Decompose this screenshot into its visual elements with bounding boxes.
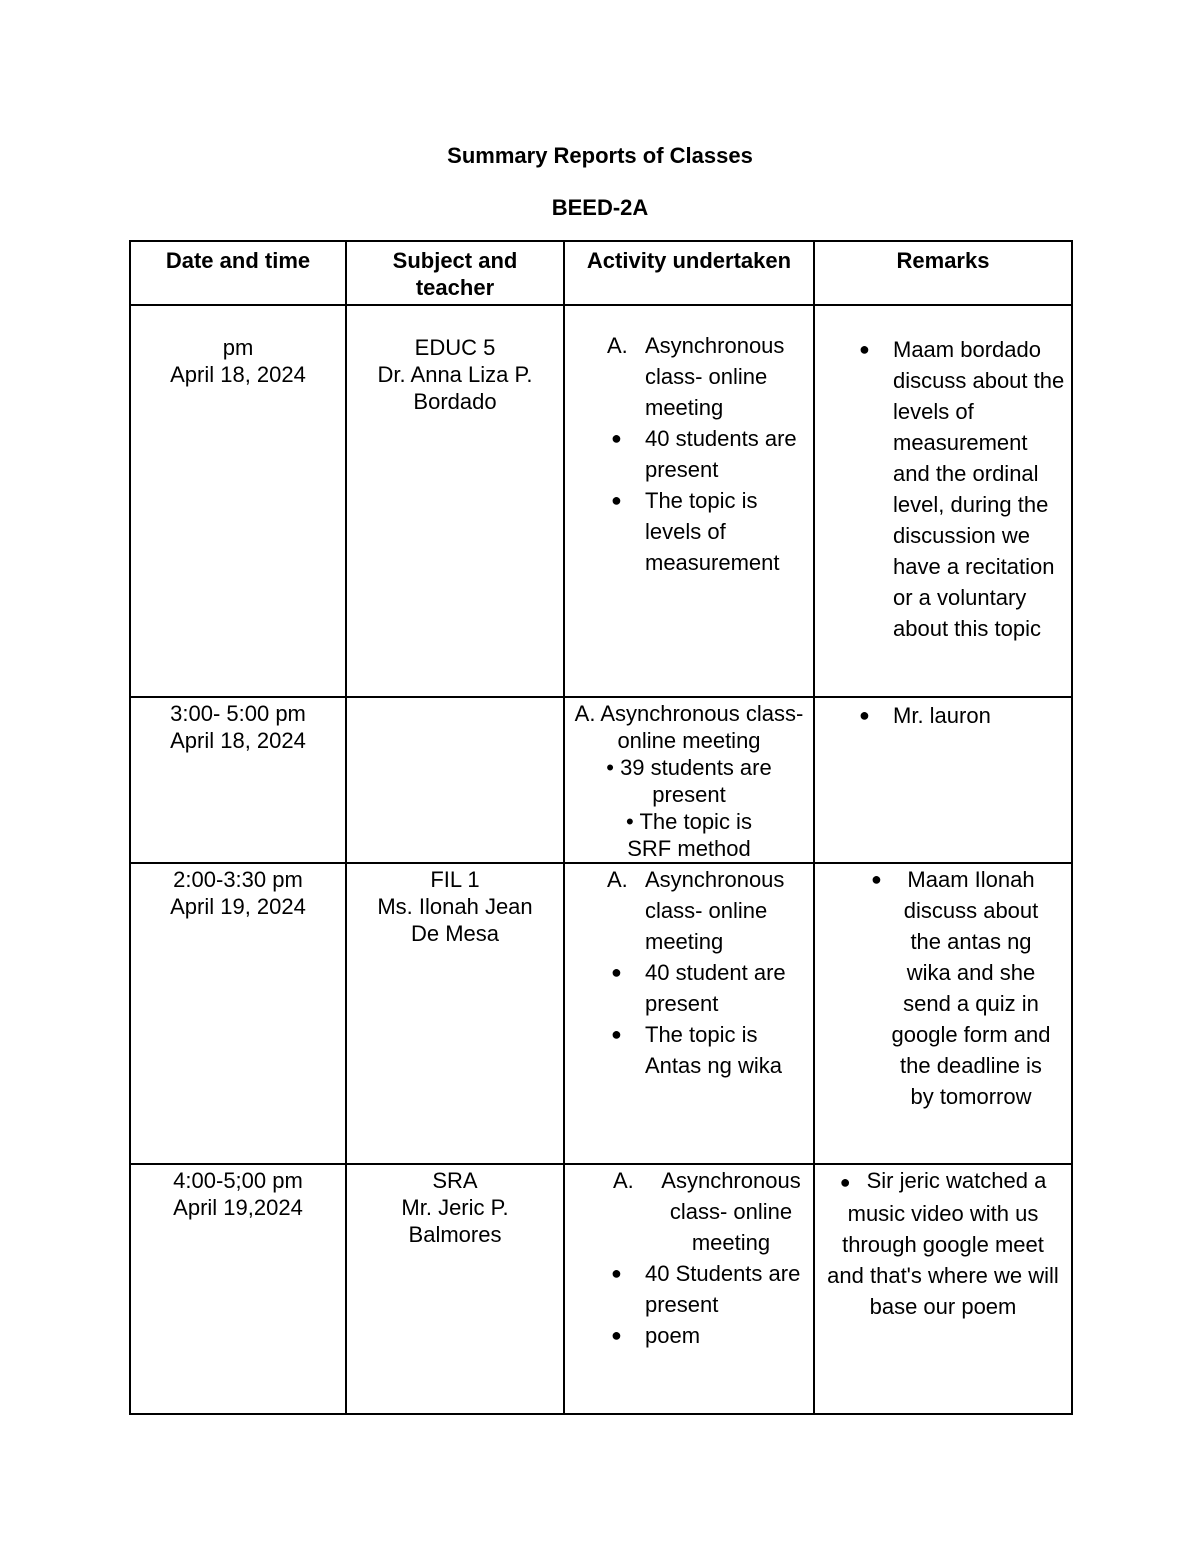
- activity-bullet-text: poem: [645, 1323, 701, 1348]
- bullet-icon: ●: [839, 1172, 851, 1192]
- bullet-icon: ●: [859, 339, 870, 359]
- remarks-item: [815, 334, 1071, 644]
- activity-cell: [564, 1164, 814, 1414]
- header-subject-teacher-text: Subject and teacher: [392, 248, 518, 300]
- activity-main-item: [565, 864, 813, 957]
- teacher-name: Dr. Anna Liza P. Bordado: [377, 362, 533, 414]
- bullet-icon: ●: [611, 962, 622, 982]
- activity-bullet-item: [565, 485, 813, 578]
- bullet-icon: ●: [859, 705, 870, 725]
- document-subtitle: BEED-2A: [551, 195, 649, 220]
- activity-main-item: [565, 330, 813, 423]
- remarks-item: [815, 700, 1071, 731]
- subject-teacher-cell: [346, 863, 564, 1164]
- activity-bullet-text: 40 Students are present: [645, 1261, 801, 1317]
- remarks-cell: [814, 863, 1072, 1164]
- bullet-icon: ●: [611, 1263, 622, 1283]
- table-row: [130, 1164, 1072, 1414]
- subject-teacher-cell: [346, 697, 564, 863]
- remarks-item: [815, 1165, 1071, 1322]
- date-time-cell: [130, 1164, 346, 1414]
- bullet-icon: ●: [611, 428, 622, 448]
- class-summary-table: [129, 240, 1073, 1415]
- activity-bullet-item: [565, 423, 813, 485]
- remarks-cell: [814, 697, 1072, 863]
- class-date: April 19,2024: [173, 1195, 303, 1220]
- activity-bullet-item: [565, 957, 813, 1019]
- class-date: April 18, 2024: [170, 362, 306, 387]
- subject-name: SRA: [432, 1168, 478, 1193]
- activity-main-text: Asynchronous class- online meeting: [661, 1168, 801, 1255]
- header-subject-teacher: [346, 241, 564, 305]
- remarks-text: Mr. lauron: [893, 703, 991, 728]
- activity-bullet-text: 40 student are present: [645, 960, 786, 1016]
- remarks-text: Sir jeric watched a music video with us through google meet and that's where we will base our poem: [827, 1168, 1059, 1319]
- subject-teacher-cell: [346, 305, 564, 697]
- bullet-icon: ●: [611, 490, 622, 510]
- list-letter-marker: A.: [607, 867, 628, 892]
- activity-bullet-item: [565, 1320, 813, 1351]
- remarks-text: Maam Ilonah discuss about the antas ng wika and she send a quiz in google form and the deadline is by tomorrow: [891, 867, 1051, 1109]
- activity-line: • The topic is SRF method: [626, 809, 752, 861]
- class-date: April 19, 2024: [170, 894, 306, 919]
- date-time-cell: [130, 305, 346, 697]
- activity-main-text: Asynchronous class- online meeting: [645, 867, 785, 954]
- class-date: April 18, 2024: [170, 728, 306, 753]
- table-row: [130, 305, 1072, 697]
- activity-cell: [564, 863, 814, 1164]
- teacher-name: Ms. Ilonah Jean De Mesa: [377, 894, 533, 946]
- header-date-time: Date and time: [130, 241, 346, 305]
- activity-bullet-item: [565, 1258, 813, 1320]
- subject-name: FIL 1: [430, 867, 480, 892]
- table-row: [130, 863, 1072, 1164]
- bullet-icon: ●: [871, 869, 882, 889]
- class-time: 3:00- 5:00 pm: [170, 701, 306, 726]
- document-title: Summary Reports of Classes: [447, 143, 753, 168]
- activity-cell: [564, 305, 814, 697]
- subject-name: EDUC 5: [414, 335, 496, 360]
- class-time: 4:00-5;00 pm: [173, 1168, 303, 1193]
- date-time-cell: [130, 863, 346, 1164]
- class-time: pm: [222, 335, 254, 360]
- activity-bullet-text: The topic is Antas ng wika: [645, 1022, 782, 1078]
- header-activity: Activity undertaken: [564, 241, 814, 305]
- class-time: 2:00-3:30 pm: [173, 867, 303, 892]
- date-time-cell: [130, 697, 346, 863]
- header-remarks: Remarks: [814, 241, 1072, 305]
- remarks-cell: [814, 305, 1072, 697]
- table-header-row: [130, 241, 1072, 305]
- activity-bullet-item: [565, 1019, 813, 1081]
- activity-bullet-text: 40 students are present: [645, 426, 797, 482]
- bullet-icon: ●: [611, 1325, 622, 1345]
- activity-cell: [564, 697, 814, 863]
- activity-bullet-text: The topic is levels of measurement: [645, 488, 780, 575]
- activity-main-item: [565, 1165, 813, 1258]
- subject-teacher-cell: [346, 1164, 564, 1414]
- list-letter-marker: A.: [613, 1168, 634, 1193]
- teacher-name: Mr. Jeric P. Balmores: [401, 1195, 509, 1247]
- list-letter-marker: A.: [607, 333, 628, 358]
- remarks-text: Maam bordado discuss about the levels of measurement and the ordinal level, during the discussion we have a recitation or a voluntary about this topic: [893, 337, 1065, 641]
- remarks-item: [815, 864, 1071, 1112]
- remarks-cell: [814, 1164, 1072, 1414]
- bullet-icon: ●: [611, 1024, 622, 1044]
- activity-main-text: Asynchronous class- online meeting: [645, 333, 785, 420]
- activity-line: • 39 students are present: [606, 755, 772, 807]
- table-row: [130, 697, 1072, 863]
- activity-line: A. Asynchronous class- online meeting: [574, 701, 804, 753]
